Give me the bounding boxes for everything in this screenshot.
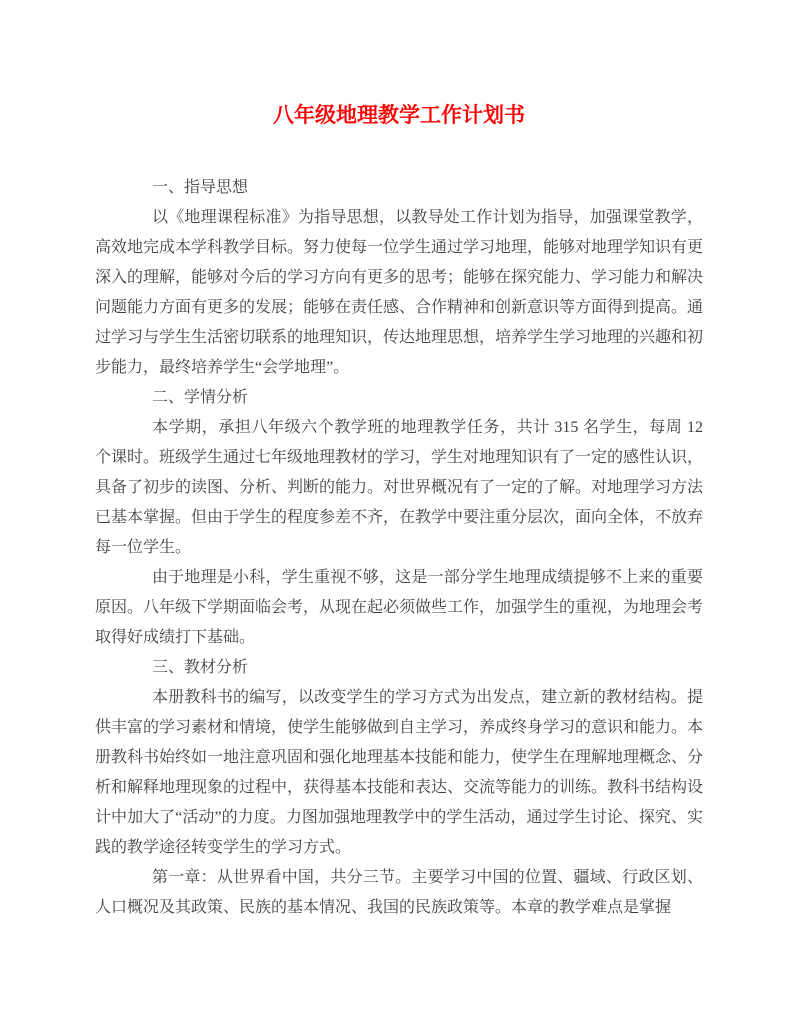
paragraph: 本学期，承担八年级六个教学班的地理教学任务，共计 315 名学生，每周 12 个课时。班级学生通过七年级地理教材的学习，学生对地理知识有了一定的感性认识，具备了初步的读图、分析、判断的能力。对世界概况有了一定的了解。对地理学习方法已基本掌握。但由于学生的程度参差不齐，在教学中要注重分层次，面向全体，不放弃每一位学生。 [95,419,704,556]
section-heading: 二、学情分析 [152,389,249,406]
document-title: 八年级地理教学工作计划书 [273,103,525,127]
section-heading: 一、指导思想 [152,179,249,196]
section-heading: 三、教材分析 [152,659,249,676]
document-body [95,173,703,923]
paragraph: 以《地理课程标准》为指导思想，以教导处工作计划为指导，加强课堂教学，高效地完成本学科教学目标。努力使每一位学生通过学习地理，能够对地理学知识有更深入的理解，能够对今后的学习方向有更多的思考；能够在探究能力、学习能力和解决问题能力方面有更多的发展；能够在责任感、合作精神和创新意识等方面得到提高。通过学习与学生生活密切联系的地理知识，传达地理思想，培养学生学习地理的兴趣和初步能力，最终培养学生“会学地理”。 [95,209,704,376]
paragraph: 第一章：从世界看中国，共分三节。主要学习中国的位置、疆域、行政区划、人口概况及其政策、民族的基本情况、我国的民族政策等。本章的教学难点是掌握 [95,869,703,916]
paragraph: 本册教科书的编写，以改变学生的学习方式为出发点，建立新的教材结构。提供丰富的学习素材和情境，使学生能够做到自主学习，养成终身学习的意识和能力。本册教科书始终如一地注意巩固和强化地理基本技能和能力，使学生在理解地理概念、分析和解释地理现象的过程中，获得基本技能和表达、交流等能力的训练。教科书结构设计中加大了“活动”的力度。力图加强地理教学中的学生活动，通过学生讨论、探究、实践的教学途径转变学生的学习方式。 [95,689,704,856]
paragraph: 由于地理是小科，学生重视不够，这是一部分学生地理成绩提够不上来的重要原因。八年级下学期面临会考，从现在起必须做些工作，加强学生的重视，为地理会考取得好成绩打下基础。 [95,569,704,646]
